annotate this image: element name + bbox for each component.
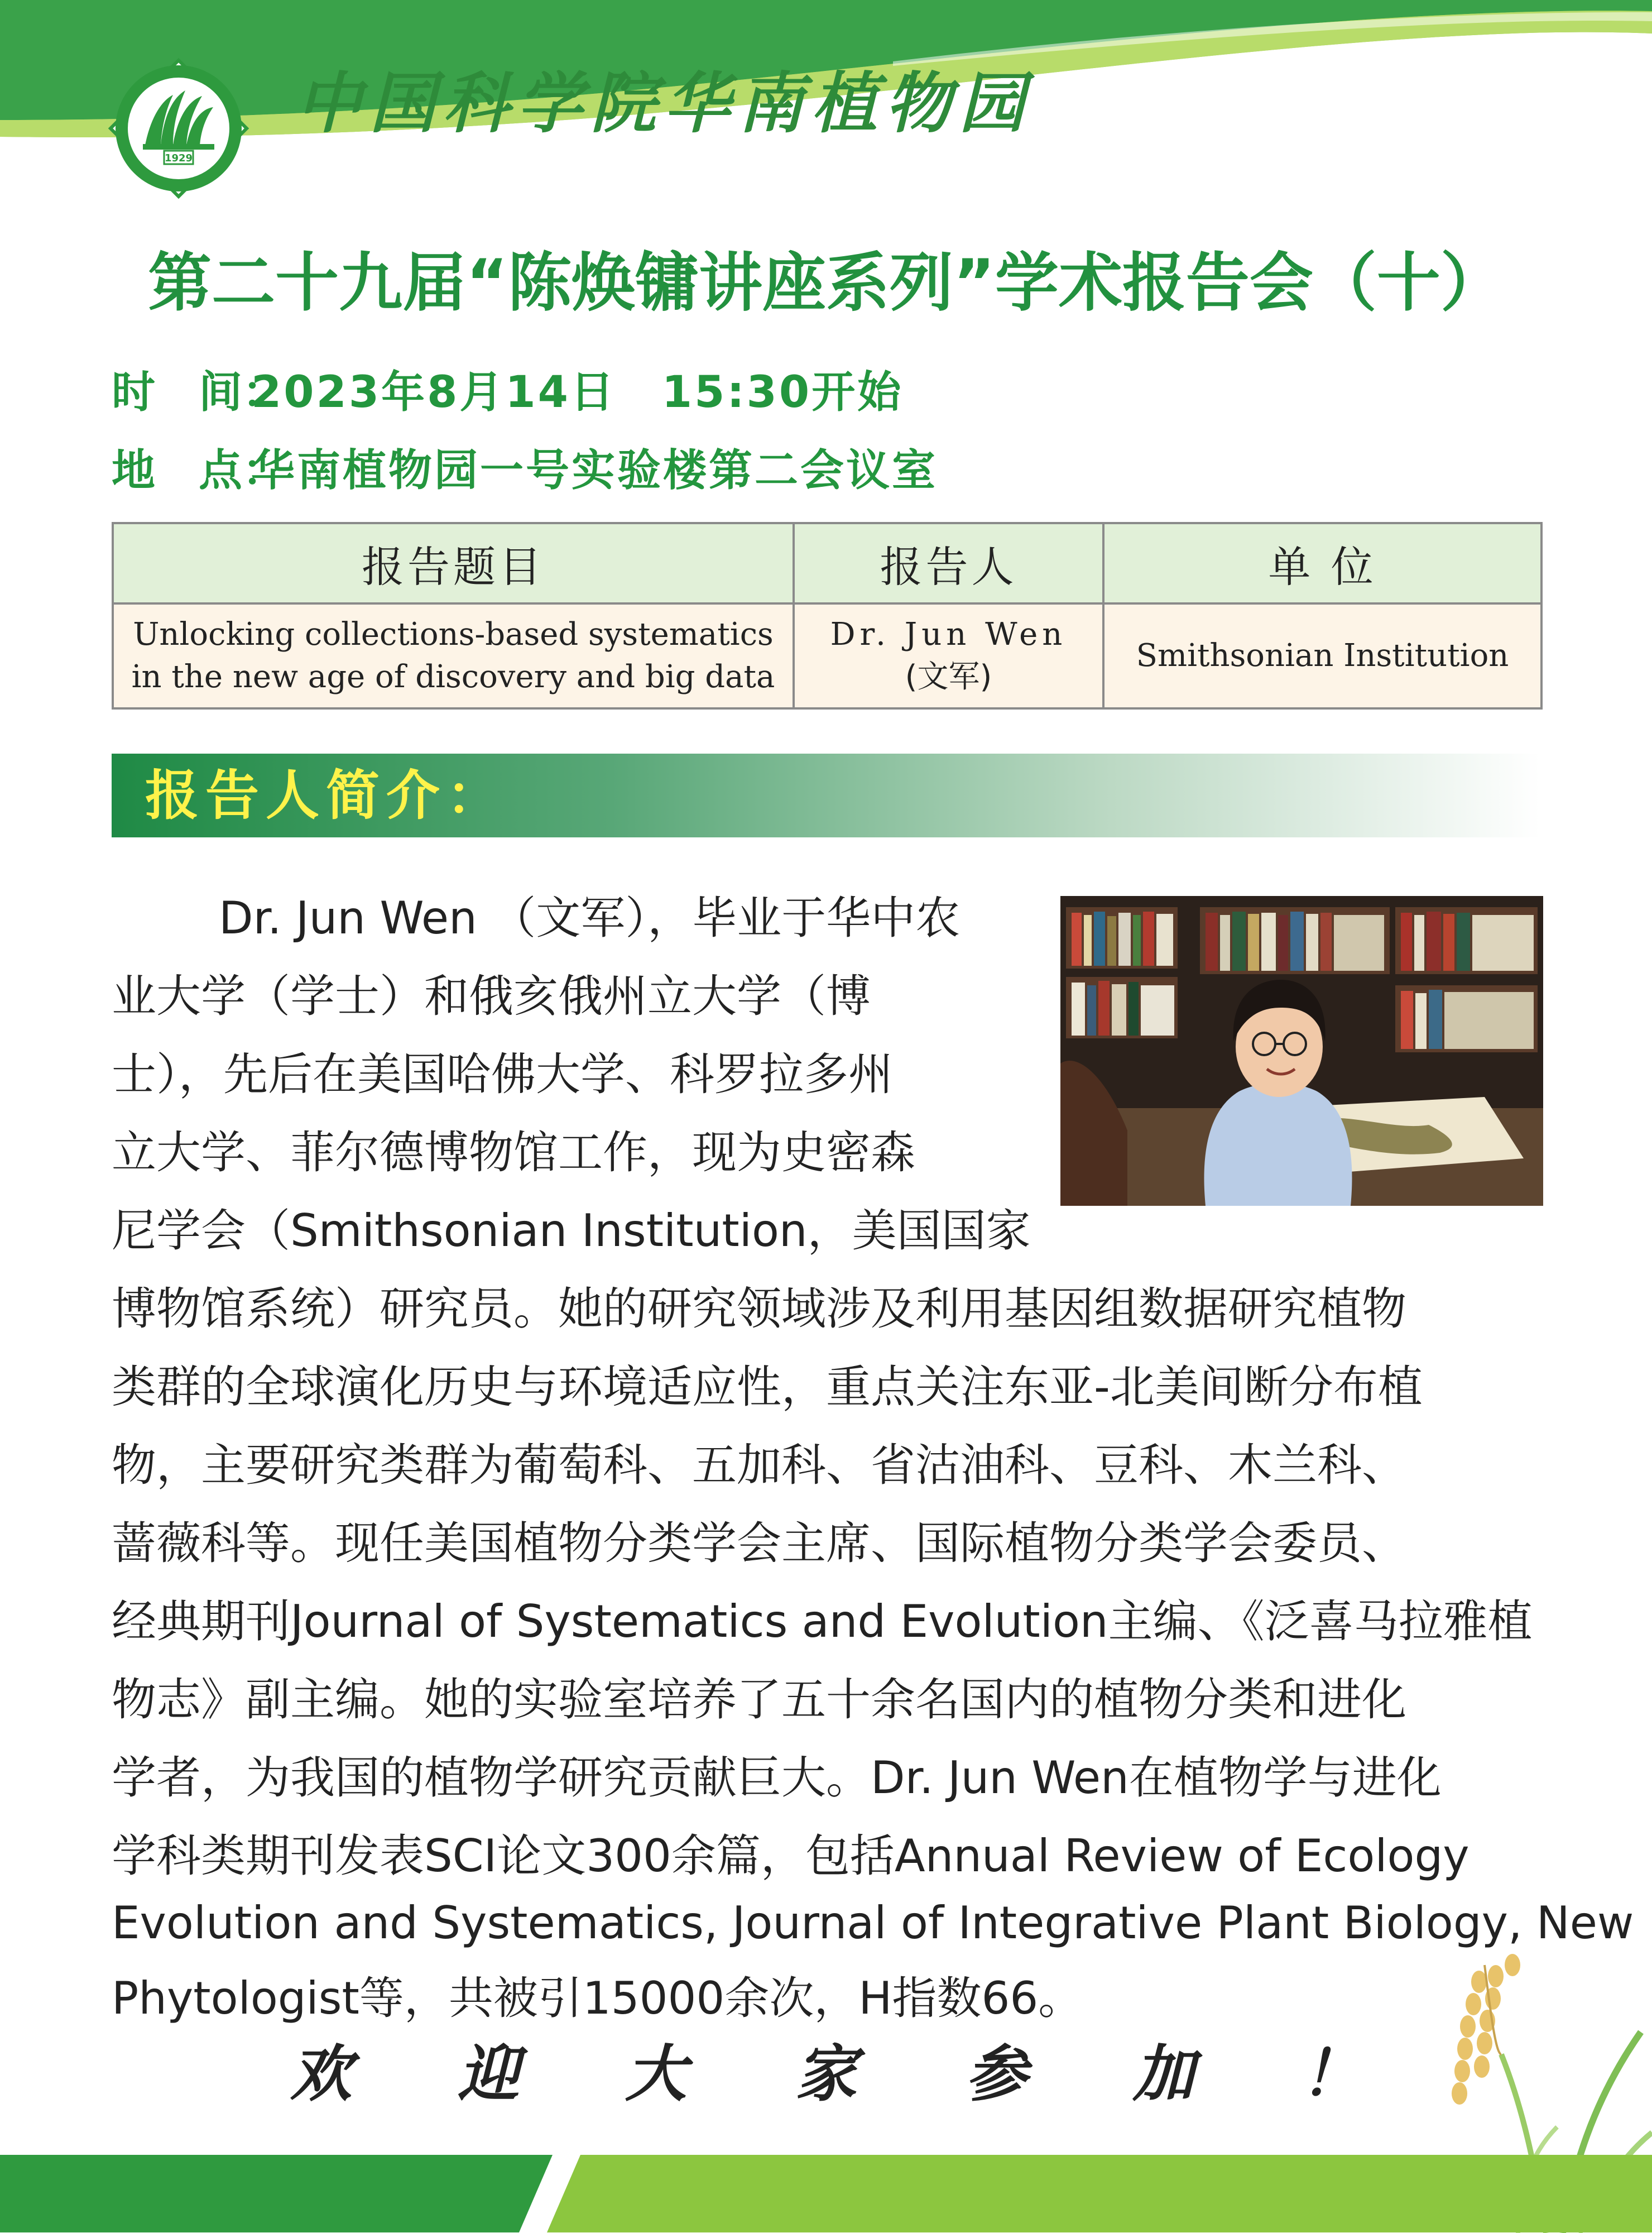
welcome-char-6: 加 — [1133, 2038, 1194, 2110]
place-value: 华南植物园一号实验楼第二会议室 — [251, 445, 938, 496]
bio-line-7: 类群的全球演化历史与环境适应性，重点关注东亚-北美间断分布植 — [112, 1361, 1423, 1413]
bio-line-12: 学者，为我国的植物学研究贡献巨大。Dr. Jun Wen在植物学与进化 — [112, 1752, 1442, 1804]
speaker-chinese-name: (文军) — [905, 659, 992, 695]
cell-topic — [113, 603, 794, 708]
event-title: 第二十九届“陈焕镛讲座系列”学术报告会（十） — [148, 246, 1504, 320]
bio-heading: 报告人简介： — [145, 764, 507, 827]
bio-line-2: 业大学（学士）和俄亥俄州立大学（博 — [112, 970, 871, 1022]
bio-line-13: 学科类期刊发表SCI论文300余篇，包括Annual Review of Ecology — [112, 1830, 1469, 1882]
place-label: 地 点： — [112, 445, 286, 496]
bio-line-10: 经典期刊Journal of Systematics and Evolution主编、《泛喜马拉雅植 — [112, 1595, 1533, 1647]
time-line — [112, 357, 903, 420]
welcome-char-5: 参 — [966, 2038, 1027, 2110]
talk-info-table — [112, 522, 1543, 710]
garden-logo — [106, 56, 251, 201]
topic-line-2: in the new age of discovery and big data — [131, 659, 775, 695]
bio-line-1: Dr. Jun Wen （文军），毕业于华中农 — [219, 892, 961, 944]
footer-band — [0, 2155, 1652, 2232]
bio-line-8: 物，主要研究类群为葡萄科、五加科、省沽油科、豆科、木兰科、 — [112, 1439, 1406, 1491]
speaker-name: Dr. Jun Wen — [830, 616, 1067, 653]
table-row — [113, 603, 1541, 708]
welcome-char-4: 家 — [795, 2038, 857, 2110]
cell-affiliation: Smithsonian Institution — [1103, 603, 1541, 708]
welcome-char-2: 迎 — [458, 2038, 519, 2110]
bio-line-9: 蔷薇科等。现任美国植物分类学会主席、国际植物分类学会委员、 — [112, 1517, 1406, 1569]
topic-line-1: Unlocking collections-based systematics — [133, 616, 774, 653]
welcome-message — [290, 2032, 1379, 2116]
welcome-char-3: 大 — [625, 2038, 686, 2110]
header-topic: 报告题目 — [113, 523, 794, 603]
place-line — [112, 435, 938, 498]
logo-year-text: 1929 — [164, 152, 193, 164]
header-speaker: 报告人 — [794, 523, 1103, 603]
bio-line-4: 立大学、菲尔德博物馆工作，现为史密森 — [112, 1127, 915, 1178]
header-affiliation: 单 位 — [1103, 523, 1541, 603]
bio-line-6: 博物馆系统）研究员。她的研究领域涉及利用基因组数据研究植物 — [112, 1283, 1406, 1335]
bio-line-15: Phytologist等，共被引15000余次，H指数66。 — [112, 1972, 1083, 2024]
table-header-row — [113, 523, 1541, 603]
bio-line-5: 尼学会（Smithsonian Institution，美国国家 — [112, 1205, 1031, 1257]
time-label: 时 间： — [112, 367, 286, 418]
bio-line-11: 物志》副主编。她的实验室培养了五十余名国内的植物分类和进化 — [112, 1674, 1406, 1726]
bio-line-14: Evolution and Systematics, Journal of Integrative Plant Biology, New — [112, 1897, 1634, 1949]
welcome-char-1: 欢 — [290, 2038, 352, 2110]
speaker-photo — [1060, 896, 1543, 1206]
time-value: 2023年8月14日 15:30开始 — [251, 367, 904, 418]
welcome-char-7: ！ — [1300, 2038, 1362, 2110]
bio-line-3: 士），先后在美国哈佛大学、科罗拉多州 — [112, 1048, 893, 1100]
org-calligraphy-name: 中国科学院华南植物园 — [296, 64, 1033, 142]
cell-speaker — [794, 603, 1103, 708]
